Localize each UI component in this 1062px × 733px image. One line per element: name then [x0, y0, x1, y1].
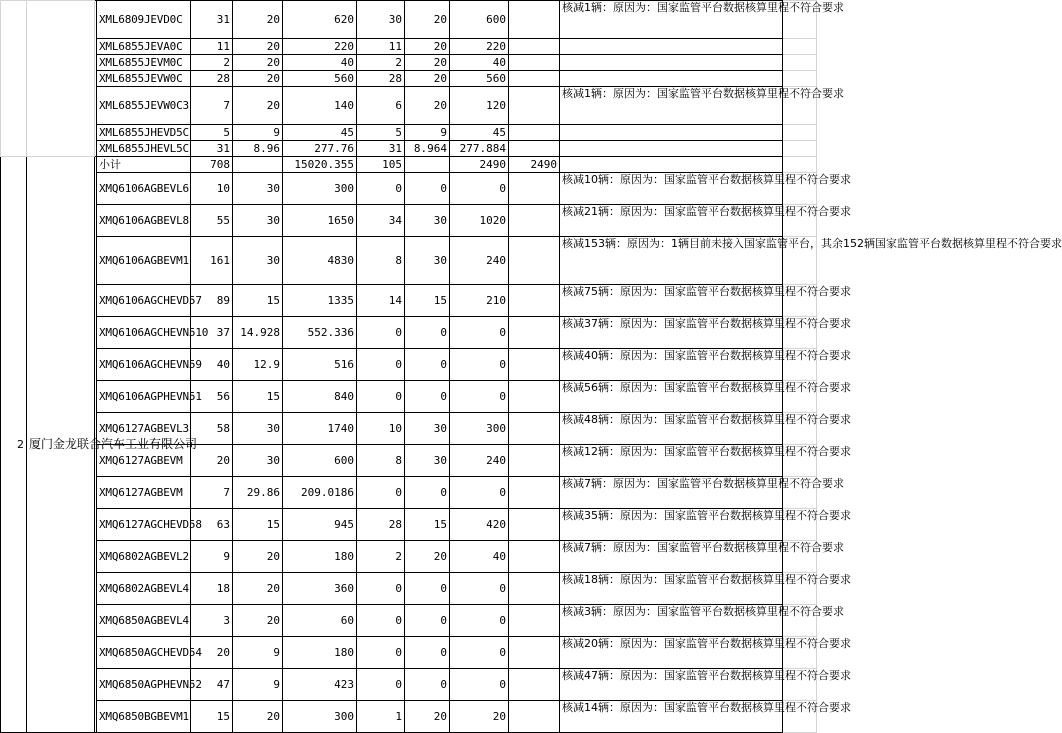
cell-blank[interactable]: [509, 205, 560, 237]
cell-model[interactable]: XMQ6127AGCHEVD58: [97, 509, 191, 541]
table-row: [1, 285, 817, 317]
table-row: [1, 237, 817, 285]
cell-blank[interactable]: [509, 541, 560, 573]
cell-blank-index[interactable]: [1, 1, 27, 157]
cell-blank[interactable]: [783, 39, 817, 55]
cell-blank[interactable]: [509, 317, 560, 349]
cell-approved-qty[interactable]: 0: [357, 637, 405, 669]
cell-declared-mileage[interactable]: 15: [233, 285, 283, 317]
cell-declared-mileage[interactable]: 30: [233, 237, 283, 285]
cell-model[interactable]: XMQ6127AGBEVL3: [97, 413, 191, 445]
cell-approved-qty[interactable]: 0: [357, 669, 405, 701]
table-row: [1, 541, 817, 573]
cell-approved-qty[interactable]: 0: [357, 381, 405, 413]
cell-declared-qty[interactable]: 11: [191, 39, 233, 55]
cell-approved-amount[interactable]: 220: [450, 39, 509, 55]
cell-blank[interactable]: [783, 71, 817, 87]
cell-declared-qty[interactable]: 28: [191, 71, 233, 87]
table-row: [1, 39, 817, 55]
cell-approved-qty[interactable]: 31: [357, 141, 405, 157]
table-row: [1, 1, 817, 39]
cell-note[interactable]: [560, 125, 783, 141]
cell-declared-qty[interactable]: 7: [191, 87, 233, 125]
cell-declared-amount[interactable]: 840: [283, 381, 357, 413]
cell-declared-qty[interactable]: 20: [191, 445, 233, 477]
cell-declared-qty[interactable]: 9: [191, 541, 233, 573]
cell-approved-mileage[interactable]: 20: [405, 701, 450, 733]
cell-model[interactable]: XML6855JHEVD5C: [97, 125, 191, 141]
cell-model[interactable]: XML6855JEVM0C: [97, 55, 191, 71]
cell-approved-qty[interactable]: 2: [357, 55, 405, 71]
cell-approved-qty[interactable]: 6: [357, 87, 405, 125]
cell-blank[interactable]: [509, 173, 560, 205]
cell-declared-amount[interactable]: 180: [283, 637, 357, 669]
table-row: [1, 141, 817, 157]
cell-blank[interactable]: [509, 125, 560, 141]
cell-approved-mileage[interactable]: 0: [405, 637, 450, 669]
cell-note[interactable]: 核减21辆：原因为：国家监管平台数据核算里程不符合要求: [560, 205, 783, 237]
cell-approved-amount[interactable]: 300: [450, 413, 509, 445]
table-row: [1, 701, 817, 733]
table-row: [1, 205, 817, 237]
table-row: [1, 605, 817, 637]
cell-declared-qty[interactable]: 55: [191, 205, 233, 237]
cell-approved-qty[interactable]: 0: [357, 605, 405, 637]
cell-blank[interactable]: [509, 413, 560, 445]
cell-model[interactable]: XML6809JEVD0C: [97, 1, 191, 39]
cell-model[interactable]: XML6855JEVW0C3: [97, 87, 191, 125]
cell-blank[interactable]: [783, 55, 817, 71]
cell-blank[interactable]: [509, 1, 560, 39]
cell-declared-amount[interactable]: 560: [283, 71, 357, 87]
cell-note[interactable]: 核减1辆：原因为：国家监管平台数据核算里程不符合要求: [560, 1, 783, 39]
cell-declared-qty[interactable]: 31: [191, 141, 233, 157]
subtotal-declared-amount[interactable]: 15020.355: [283, 157, 357, 173]
cell-model[interactable]: XMQ6106AGPHEVN51: [97, 381, 191, 413]
cell-approved-mileage[interactable]: 0: [405, 477, 450, 509]
cell-declared-mileage[interactable]: 29.86: [233, 477, 283, 509]
cell-declared-amount[interactable]: 600: [283, 445, 357, 477]
cell-blank[interactable]: [509, 701, 560, 733]
cell-note[interactable]: 核减7辆：原因为：国家监管平台数据核算里程不符合要求: [560, 477, 783, 509]
cell-declared-mileage[interactable]: 30: [233, 413, 283, 445]
cell-blank[interactable]: [509, 637, 560, 669]
cell-declared-amount[interactable]: 360: [283, 573, 357, 605]
cell-model[interactable]: XMQ6106AGBEVM1: [97, 237, 191, 285]
cell-blank[interactable]: [560, 157, 783, 173]
cell-note[interactable]: 核减35辆：原因为：国家监管平台数据核算里程不符合要求: [560, 509, 783, 541]
cell-declared-qty[interactable]: 56: [191, 381, 233, 413]
cell-declared-amount[interactable]: 40: [283, 55, 357, 71]
cell-note[interactable]: 核减7辆：原因为：国家监管平台数据核算里程不符合要求: [560, 541, 783, 573]
table-row: [1, 173, 817, 205]
cell-approved-qty[interactable]: 0: [357, 173, 405, 205]
cell-declared-qty[interactable]: 2: [191, 55, 233, 71]
cell-declared-mileage[interactable]: 30: [233, 205, 283, 237]
cell-note[interactable]: 核减40辆：原因为：国家监管平台数据核算里程不符合要求: [560, 349, 783, 381]
cell-model[interactable]: XMQ6802AGBEVL2: [97, 541, 191, 573]
cell-declared-mileage[interactable]: 15: [233, 381, 283, 413]
cell-blank[interactable]: [509, 39, 560, 55]
table-row: [1, 637, 817, 669]
cell-approved-qty[interactable]: 10: [357, 413, 405, 445]
cell-note[interactable]: 核减1辆：原因为：国家监管平台数据核算里程不符合要求: [560, 87, 783, 125]
cell-approved-amount[interactable]: 240: [450, 445, 509, 477]
cell-blank[interactable]: [783, 141, 817, 157]
cell-note[interactable]: 核减47辆：原因为：国家监管平台数据核算里程不符合要求: [560, 669, 783, 701]
cell-note[interactable]: [560, 39, 783, 55]
cell-blank[interactable]: [783, 157, 817, 173]
cell-declared-amount[interactable]: 945: [283, 509, 357, 541]
cell-declared-amount[interactable]: 209.0186: [283, 477, 357, 509]
cell-approved-amount[interactable]: 0: [450, 637, 509, 669]
cell-blank[interactable]: [509, 87, 560, 125]
cell-declared-qty[interactable]: 40: [191, 349, 233, 381]
cell-blank-company[interactable]: [27, 1, 95, 157]
cell-approved-qty[interactable]: 0: [357, 573, 405, 605]
cell-declared-mileage[interactable]: 20: [233, 71, 283, 87]
cell-declared-qty[interactable]: 63: [191, 509, 233, 541]
table-row: [1, 669, 817, 701]
cell-approved-amount[interactable]: 0: [450, 349, 509, 381]
cell-approved-qty[interactable]: 34: [357, 205, 405, 237]
cell-declared-mileage[interactable]: 30: [233, 173, 283, 205]
cell-declared-mileage[interactable]: 9: [233, 669, 283, 701]
cell-declared-mileage[interactable]: 20: [233, 701, 283, 733]
cell-approved-amount[interactable]: 0: [450, 477, 509, 509]
cell-approved-qty[interactable]: 28: [357, 509, 405, 541]
cell-approved-qty[interactable]: 28: [357, 71, 405, 87]
cell-declared-mileage[interactable]: 20: [233, 605, 283, 637]
cell-declared-qty[interactable]: 15: [191, 701, 233, 733]
cell-model[interactable]: XML6855JEVW0C: [97, 71, 191, 87]
cell-model[interactable]: XML6855JEVA0C: [97, 39, 191, 55]
cell-declared-amount[interactable]: 180: [283, 541, 357, 573]
cell-declared-qty[interactable]: 161: [191, 237, 233, 285]
cell-blank[interactable]: [509, 605, 560, 637]
cell-blank[interactable]: [509, 445, 560, 477]
cell-approved-mileage[interactable]: 15: [405, 509, 450, 541]
cell-approved-mileage[interactable]: 15: [405, 285, 450, 317]
cell-note[interactable]: 核减37辆：原因为：国家监管平台数据核算里程不符合要求: [560, 317, 783, 349]
cell-approved-amount[interactable]: 0: [450, 573, 509, 605]
cell-approved-amount[interactable]: 40: [450, 55, 509, 71]
cell-note[interactable]: [560, 55, 783, 71]
cell-blank[interactable]: [509, 477, 560, 509]
cell-declared-qty[interactable]: 37: [191, 317, 233, 349]
cell-approved-qty[interactable]: 0: [357, 349, 405, 381]
cell-declared-mileage[interactable]: 20: [233, 39, 283, 55]
cell-approved-mileage[interactable]: 20: [405, 71, 450, 87]
cell-declared-mileage[interactable]: 14.928: [233, 317, 283, 349]
table-row: [1, 125, 817, 141]
table-row: [1, 71, 817, 87]
table-row: [1, 349, 817, 381]
cell-approved-mileage[interactable]: 20: [405, 39, 450, 55]
cell-approved-amount[interactable]: 420: [450, 509, 509, 541]
cell-approved-qty[interactable]: 0: [357, 477, 405, 509]
cell-note[interactable]: 核减48辆：原因为：国家监管平台数据核算里程不符合要求: [560, 413, 783, 445]
cell-declared-mileage[interactable]: 9: [233, 125, 283, 141]
cell-approved-qty[interactable]: 11: [357, 39, 405, 55]
cell-note[interactable]: 核减153辆：原因为：1辆目前未接入国家监管平台，其余152辆国家监管平台数据核算里程不符合要求: [560, 237, 783, 285]
cell-declared-mileage[interactable]: 20: [233, 1, 283, 39]
cell-declared-mileage[interactable]: 20: [233, 541, 283, 573]
cell-approved-amount[interactable]: 560: [450, 71, 509, 87]
cell-approved-amount[interactable]: 20: [450, 701, 509, 733]
cell-approved-amount[interactable]: 0: [450, 173, 509, 205]
cell-declared-amount[interactable]: 4830: [283, 237, 357, 285]
cell-approved-amount[interactable]: 600: [450, 1, 509, 39]
cell-approved-mileage[interactable]: 9: [405, 125, 450, 141]
cell-approved-amount[interactable]: 0: [450, 605, 509, 637]
cell-declared-mileage[interactable]: 20: [233, 573, 283, 605]
cell-approved-mileage[interactable]: 0: [405, 173, 450, 205]
cell-note[interactable]: 核减10辆：原因为：国家监管平台数据核算里程不符合要求: [560, 173, 783, 205]
table-row: [1, 573, 817, 605]
cell-approved-amount[interactable]: 120: [450, 87, 509, 125]
cell-declared-qty[interactable]: 10: [191, 173, 233, 205]
cell-blank[interactable]: [509, 237, 560, 285]
cell-note[interactable]: [560, 141, 783, 157]
cell-model[interactable]: XMQ6106AGBEVL6: [97, 173, 191, 205]
cell-blank[interactable]: [233, 157, 283, 173]
cell-declared-qty[interactable]: 7: [191, 477, 233, 509]
cell-declared-amount[interactable]: 300: [283, 701, 357, 733]
cell-blank[interactable]: [509, 55, 560, 71]
cell-approved-mileage[interactable]: 0: [405, 605, 450, 637]
cell-approved-qty[interactable]: 5: [357, 125, 405, 141]
cell-declared-amount[interactable]: 300: [283, 173, 357, 205]
cell-blank[interactable]: [509, 141, 560, 157]
row-index-number[interactable]: 2: [1, 157, 27, 733]
cell-declared-amount[interactable]: 620: [283, 1, 357, 39]
cell-declared-qty[interactable]: 58: [191, 413, 233, 445]
cell-approved-mileage[interactable]: 0: [405, 669, 450, 701]
cell-approved-amount[interactable]: 45: [450, 125, 509, 141]
cell-approved-mileage[interactable]: 0: [405, 349, 450, 381]
cell-declared-mileage[interactable]: 20: [233, 87, 283, 125]
cell-approved-qty[interactable]: 1: [357, 701, 405, 733]
cell-declared-qty[interactable]: 20: [191, 637, 233, 669]
cell-approved-qty[interactable]: 8: [357, 445, 405, 477]
cell-declared-amount[interactable]: 423: [283, 669, 357, 701]
table-row: [1, 317, 817, 349]
cell-approved-qty[interactable]: 0: [357, 317, 405, 349]
subtotal-approved-qty[interactable]: 105: [357, 157, 405, 173]
cell-declared-amount[interactable]: 45: [283, 125, 357, 141]
cell-declared-amount[interactable]: 140: [283, 87, 357, 125]
cell-approved-amount[interactable]: 0: [450, 381, 509, 413]
cell-declared-amount[interactable]: 552.336: [283, 317, 357, 349]
cell-declared-amount[interactable]: 60: [283, 605, 357, 637]
cell-approved-mileage[interactable]: 20: [405, 87, 450, 125]
cell-note[interactable]: 核减75辆：原因为：国家监管平台数据核算里程不符合要求: [560, 285, 783, 317]
cell-note[interactable]: 核减18辆：原因为：国家监管平台数据核算里程不符合要求: [560, 573, 783, 605]
cell-approved-mileage[interactable]: 0: [405, 317, 450, 349]
cell-model[interactable]: XMQ6850AGPHEVN52: [97, 669, 191, 701]
cell-blank[interactable]: [509, 71, 560, 87]
cell-approved-mileage[interactable]: 20: [405, 541, 450, 573]
cell-note[interactable]: [560, 71, 783, 87]
cell-blank[interactable]: [509, 669, 560, 701]
cell-blank[interactable]: [509, 573, 560, 605]
cell-note[interactable]: 核减20辆：原因为：国家监管平台数据核算里程不符合要求: [560, 637, 783, 669]
cell-declared-qty[interactable]: 31: [191, 1, 233, 39]
cell-blank[interactable]: [509, 285, 560, 317]
cell-blank[interactable]: [509, 381, 560, 413]
cell-declared-amount[interactable]: 1650: [283, 205, 357, 237]
subtotal-approved-amount[interactable]: 2490: [450, 157, 509, 173]
cell-model[interactable]: XMQ6106AGCHEVD57: [97, 285, 191, 317]
cell-approved-amount[interactable]: 0: [450, 669, 509, 701]
cell-declared-amount[interactable]: 277.76: [283, 141, 357, 157]
table-row: [1, 381, 817, 413]
cell-declared-mileage[interactable]: 8.96: [233, 141, 283, 157]
cell-model[interactable]: XMQ6106AGCHEVN510: [97, 317, 191, 349]
cell-note[interactable]: 核减3辆：原因为：国家监管平台数据核算里程不符合要求: [560, 605, 783, 637]
cell-declared-mileage[interactable]: 30: [233, 445, 283, 477]
cell-model[interactable]: XMQ6127AGBEVM: [97, 477, 191, 509]
cell-model[interactable]: XML6855JHEVL5C: [97, 141, 191, 157]
cell-approved-mileage[interactable]: 20: [405, 55, 450, 71]
cell-declared-qty[interactable]: 89: [191, 285, 233, 317]
cell-declared-mileage[interactable]: 9: [233, 637, 283, 669]
cell-model[interactable]: XMQ6850AGBEVL4: [97, 605, 191, 637]
cell-approved-amount[interactable]: 40: [450, 541, 509, 573]
cell-declared-amount[interactable]: 1740: [283, 413, 357, 445]
subtotal-extra-amount[interactable]: 2490: [509, 157, 560, 173]
cell-note[interactable]: 核减56辆：原因为：国家监管平台数据核算里程不符合要求: [560, 381, 783, 413]
table-row: [1, 55, 817, 71]
subtotal-row: [1, 157, 817, 173]
cell-declared-qty[interactable]: 5: [191, 125, 233, 141]
table-row: [1, 509, 817, 541]
cell-declared-mileage[interactable]: 20: [233, 55, 283, 71]
cell-approved-amount[interactable]: 1020: [450, 205, 509, 237]
cell-note[interactable]: 核减14辆：原因为：国家监管平台数据核算里程不符合要求: [560, 701, 783, 733]
cell-approved-amount[interactable]: 277.884: [450, 141, 509, 157]
cell-model[interactable]: XMQ6802AGBEVL4: [97, 573, 191, 605]
cell-approved-qty[interactable]: 14: [357, 285, 405, 317]
cell-approved-mileage[interactable]: 8.964: [405, 141, 450, 157]
cell-approved-mileage[interactable]: 30: [405, 413, 450, 445]
cell-approved-qty[interactable]: 30: [357, 1, 405, 39]
cell-approved-mileage[interactable]: 0: [405, 381, 450, 413]
cell-approved-mileage[interactable]: 30: [405, 445, 450, 477]
table-body: [1, 1, 1062, 733]
cell-blank[interactable]: [509, 349, 560, 381]
cell-declared-qty[interactable]: 47: [191, 669, 233, 701]
cell-blank[interactable]: [405, 157, 450, 173]
table-row: [1, 87, 817, 125]
cell-approved-mileage[interactable]: 30: [405, 205, 450, 237]
company-name[interactable]: 厦门金龙联合汽车工业有限公司: [27, 157, 95, 733]
cell-note[interactable]: 核减12辆：原因为：国家监管平台数据核算里程不符合要求: [560, 445, 783, 477]
cell-model[interactable]: XMQ6127AGBEVM: [97, 445, 191, 477]
cell-model[interactable]: XMQ6106AGCHEVN59: [97, 349, 191, 381]
cell-declared-mileage[interactable]: 15: [233, 509, 283, 541]
cell-approved-mileage[interactable]: 0: [405, 573, 450, 605]
cell-declared-amount[interactable]: 220: [283, 39, 357, 55]
cell-approved-qty[interactable]: 2: [357, 541, 405, 573]
cell-blank[interactable]: [509, 509, 560, 541]
cell-declared-qty[interactable]: 18: [191, 573, 233, 605]
cell-declared-qty[interactable]: 3: [191, 605, 233, 637]
cell-approved-amount[interactable]: 0: [450, 317, 509, 349]
subtotal-label[interactable]: 小计: [97, 157, 191, 173]
cell-model[interactable]: XMQ6850AGCHEVD54: [97, 637, 191, 669]
cell-blank[interactable]: [783, 125, 817, 141]
cell-model[interactable]: XMQ6850BGBEVM1: [97, 701, 191, 733]
cell-model[interactable]: XMQ6106AGBEVL8: [97, 205, 191, 237]
cell-approved-qty[interactable]: 8: [357, 237, 405, 285]
cell-declared-amount[interactable]: 1335: [283, 285, 357, 317]
cell-declared-amount[interactable]: 516: [283, 349, 357, 381]
cell-approved-mileage[interactable]: 30: [405, 237, 450, 285]
table-row: [1, 477, 817, 509]
cell-approved-mileage[interactable]: 20: [405, 1, 450, 39]
cell-approved-amount[interactable]: 210: [450, 285, 509, 317]
subtotal-declared-qty[interactable]: 708: [191, 157, 233, 173]
cell-declared-mileage[interactable]: 12.9: [233, 349, 283, 381]
cell-approved-amount[interactable]: 240: [450, 237, 509, 285]
